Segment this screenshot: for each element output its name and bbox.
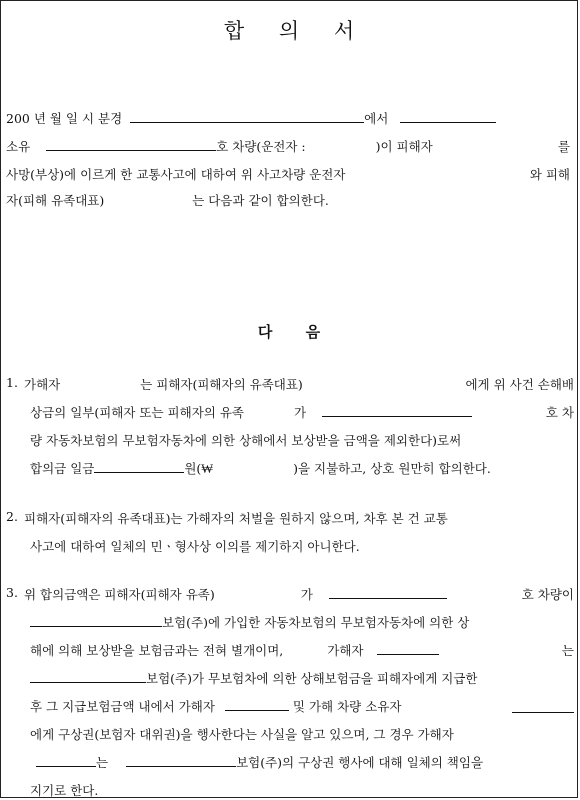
section-heading [1,321,577,342]
subject-marker: 가 [293,405,307,420]
uninsured-text: 보험(주)가 무보험차에 의한 상해보험금을 피해자에게 지급한 [146,671,478,686]
clause-1-line-2 [30,403,574,421]
intro-line-1 [6,109,496,127]
subject-marker: 가 [300,587,313,602]
title-char: 합 [223,19,245,43]
document-title [1,15,577,45]
owner-name-blank[interactable] [512,699,574,713]
partial-damages-text: 상금의 일부(피해자 또는 피해자의 유족 [30,405,244,420]
clause-3-line-3 [30,641,574,659]
insurer-blank[interactable] [30,669,146,683]
offender-label: 가해자 [24,377,61,392]
clause-number: 3. [6,585,18,600]
offender-name-blank[interactable] [225,697,289,711]
title-char: 서 [333,19,355,43]
offender-label: 가해자 [327,643,364,658]
owner-text: 및 가해 차량 소유자 [292,699,402,714]
vehicle-no-label: 호 차량(운전자 : [216,139,306,154]
clause-3-line-1 [24,585,574,603]
compensation-text: 에게 위 사건 손해배 [465,377,574,392]
payment-text: )을 지불하고, 상호 원만히 합의한다. [293,461,491,476]
amount-korean-blank[interactable] [94,459,184,473]
clause-number: 1. [6,375,18,390]
location-blank[interactable] [130,109,364,123]
clause-1-line-1 [24,375,574,393]
clause-3-line-6: 에게 구상권(보험자 대위권)을 행사한다는 사실을 알고 있으며, 그 경우 가해자 [30,727,454,742]
victim-label: )이 피해자 [375,139,433,154]
object-marker: 를 [557,139,570,154]
topic-marker: 는 [561,643,574,658]
clause-2-line-2: 사고에 대하여 일체의 민ㆍ형사상 이의를 제기하지 아니한다. [30,539,360,554]
vehicle-number-blank[interactable] [329,585,447,599]
offender-name-blank[interactable] [36,753,96,767]
clause-3-line-8: 지기로 한다. [30,783,99,798]
liability-text: 보험(주)의 구상권 행사에 대해 일체의 책임을 [236,755,484,770]
clause-1-line-4 [30,459,491,477]
owner-label: 소유 [6,139,31,154]
agreement-text: 는 다음과 같이 합의한다. [192,193,329,208]
settlement-text: 위 합의금액은 피해자(피해자 유족) [24,587,215,602]
offender-name-blank[interactable] [377,641,439,655]
heading-char: 음 [305,323,321,341]
driver-victim-text: 와 피해 [529,167,570,182]
clause-3-line-2 [30,613,574,631]
insurer-blank[interactable] [30,613,162,627]
clause-1-line-3: 량 자동차보험의 무보험자동차에 의한 상해에서 보상받을 금액을 제외한다)로써 [30,433,462,448]
subrogation-text: 후 그 지급보험금액 내에서 가해자 [30,699,215,714]
title-char: 의 [278,19,300,43]
vehicle-suffix: 호 차 [545,405,574,420]
clause-3-line-7 [30,753,574,771]
won-label: 원(₩ [184,461,214,476]
intro-line-3 [6,165,574,183]
heading-char: 다 [257,323,273,341]
owner-blank[interactable] [46,137,216,151]
vehicle-number-blank[interactable] [322,403,472,417]
accident-text: 사망(부상)에 이르게 한 교통사고에 대하여 위 사고차량 운전자 [6,167,346,182]
victim-rep-text: 자(피해 유족대표) [6,193,105,208]
topic-marker: 는 [96,755,109,770]
intro-line-4 [6,191,329,209]
clause-3-line-5 [30,697,574,715]
date-text: 200 년 월 일 시 분경 [6,111,123,126]
insurance-text: 보험(주)에 가입한 자동차보험의 무보험자동차에 의한 상 [162,615,470,630]
intro-line-2 [6,137,574,155]
separate-text: 해에 의해 보상받을 보험금과는 전혀 별개이며, [30,643,284,658]
clause-3-line-4 [30,669,574,687]
clause-2-line-1: 피해자(피해자의 유족대표)는 가해자의 처벌을 원하지 않으며, 차후 본 건 교통 [24,511,448,526]
vehicle-suffix: 호 차량이 [521,587,574,602]
clause-number: 2. [6,509,18,524]
place-blank[interactable] [400,109,496,123]
amount-label: 합의금 일금 [30,461,95,476]
insurer-blank[interactable] [126,753,236,767]
location-suffix: 에서 [364,111,389,126]
victim-rep-text: 는 피해자(피해자의 유족대표) [140,377,303,392]
